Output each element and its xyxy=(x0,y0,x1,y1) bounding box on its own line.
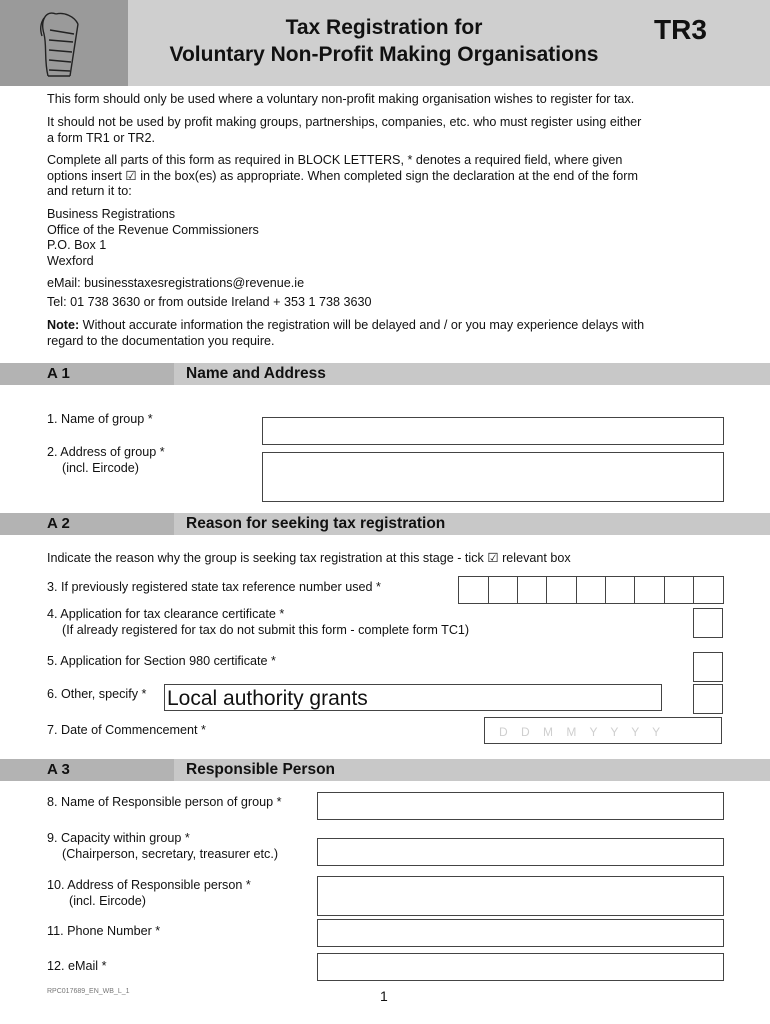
section-a1-header xyxy=(0,363,770,385)
section-a2-header xyxy=(0,513,770,535)
intro-p2 xyxy=(47,115,737,146)
header-logo-panel xyxy=(0,0,128,86)
q4-line1: 4. Application for tax clearance certificate * xyxy=(47,607,285,621)
q4-label xyxy=(47,606,469,638)
note-line2: regard to the documentation you require. xyxy=(47,333,275,348)
note xyxy=(47,318,737,349)
contact-tel: Tel: 01 738 3630 or from outside Ireland + 353 1 738 3630 xyxy=(47,295,372,309)
q1-label: 1. Name of group * xyxy=(47,412,153,426)
section-a1-number: A 1 xyxy=(47,365,70,382)
q3-label: 3. If previously registered state tax reference number used * xyxy=(47,580,381,594)
q9-line2: (Chairperson, secretary, treasurer etc.) xyxy=(62,847,279,861)
section-980-checkbox[interactable] xyxy=(693,652,723,682)
date-placeholder: D D M M Y Y Y Y xyxy=(499,725,666,739)
q2-line2: (incl. Eircode) xyxy=(62,461,139,475)
q11-label: 11. Phone Number * xyxy=(47,924,161,938)
q2-line1: 2. Address of group * xyxy=(47,445,165,459)
note-label: Note: xyxy=(47,318,80,332)
intro-p2-line1: It should not be used by profit making groups, partnerships, companies, etc. who must register using either xyxy=(47,115,642,129)
responsible-address-input[interactable] xyxy=(317,876,724,916)
a2-instruction: Indicate the reason why the group is seeking tax registration at this stage - tick ☑ relevant box xyxy=(47,551,571,565)
q9-line1: 9. Capacity within group * xyxy=(47,831,190,845)
tax-clearance-checkbox[interactable] xyxy=(693,608,723,638)
note-line1: Without accurate information the registration will be delayed and / or you may experience delays with xyxy=(79,318,645,332)
address-line4: Wexford xyxy=(47,253,94,268)
form-title xyxy=(128,14,640,68)
intro-p3-line2: options insert ☑ in the box(es) as appropriate. When completed sign the declaration at the end of the form xyxy=(47,168,638,183)
section-a1-title: Name and Address xyxy=(186,365,326,382)
intro-p3-line3: and return it to: xyxy=(47,184,132,198)
intro-p3 xyxy=(47,153,737,200)
harp-icon xyxy=(0,0,128,86)
q4-line2: (If already registered for tax do not submit this form - complete form TC1) xyxy=(62,623,470,637)
group-address-input[interactable] xyxy=(262,452,724,502)
q12-label: 12. eMail * xyxy=(47,959,107,973)
section-a2-title: Reason for seeking tax registration xyxy=(186,515,446,532)
section-a3-title: Responsible Person xyxy=(186,761,336,778)
group-name-input[interactable] xyxy=(262,417,724,445)
email-input[interactable] xyxy=(317,953,724,981)
commencement-date-input[interactable] xyxy=(484,717,722,744)
address-line1: Business Registrations xyxy=(47,207,176,221)
q8-label: 8. Name of Responsible person of group * xyxy=(47,795,282,809)
q10-label xyxy=(47,877,251,909)
title-line-1: Tax Registration for xyxy=(285,16,483,39)
q9-label xyxy=(47,830,278,862)
address-line3: P.O. Box 1 xyxy=(47,238,107,252)
intro-p1: This form should only be used where a voluntary non-profit making organisation wishes to register for tax. xyxy=(47,92,635,106)
other-specify-input[interactable]: Local authority grants xyxy=(164,684,662,711)
footer-code: RPC017689_EN_WB_L_1 xyxy=(47,988,130,995)
other-checkbox[interactable] xyxy=(693,684,723,714)
q5-label: 5. Application for Section 980 certificate * xyxy=(47,654,276,668)
q2-label xyxy=(47,444,165,476)
responsible-name-input[interactable] xyxy=(317,792,724,820)
section-a3-header xyxy=(0,759,770,781)
section-a2-number: A 2 xyxy=(47,515,70,532)
form-code: TR3 xyxy=(654,14,707,45)
section-a3-number: A 3 xyxy=(47,761,70,778)
page-number: 1 xyxy=(380,988,388,1004)
q10-line2: (incl. Eircode) xyxy=(69,894,146,908)
tax-reference-input[interactable] xyxy=(458,576,724,604)
phone-input[interactable] xyxy=(317,919,724,947)
q6-label: 6. Other, specify * xyxy=(47,687,147,701)
q7-label: 7. Date of Commencement * xyxy=(47,723,206,737)
intro-p2-line2: a form TR1 or TR2. xyxy=(47,130,156,145)
address-line2: Office of the Revenue Commissioners xyxy=(47,222,259,237)
title-line-2: Voluntary Non-Profit Making Organisations xyxy=(169,43,599,66)
capacity-input[interactable] xyxy=(317,838,724,866)
q10-line1: 10. Address of Responsible person * xyxy=(47,878,251,892)
intro-p3-line1: Complete all parts of this form as required in BLOCK LETTERS, * denotes a required field, where given xyxy=(47,153,623,167)
contact-email: eMail: businesstaxesregistrations@revenue.ie xyxy=(47,276,305,290)
return-address xyxy=(47,207,737,269)
